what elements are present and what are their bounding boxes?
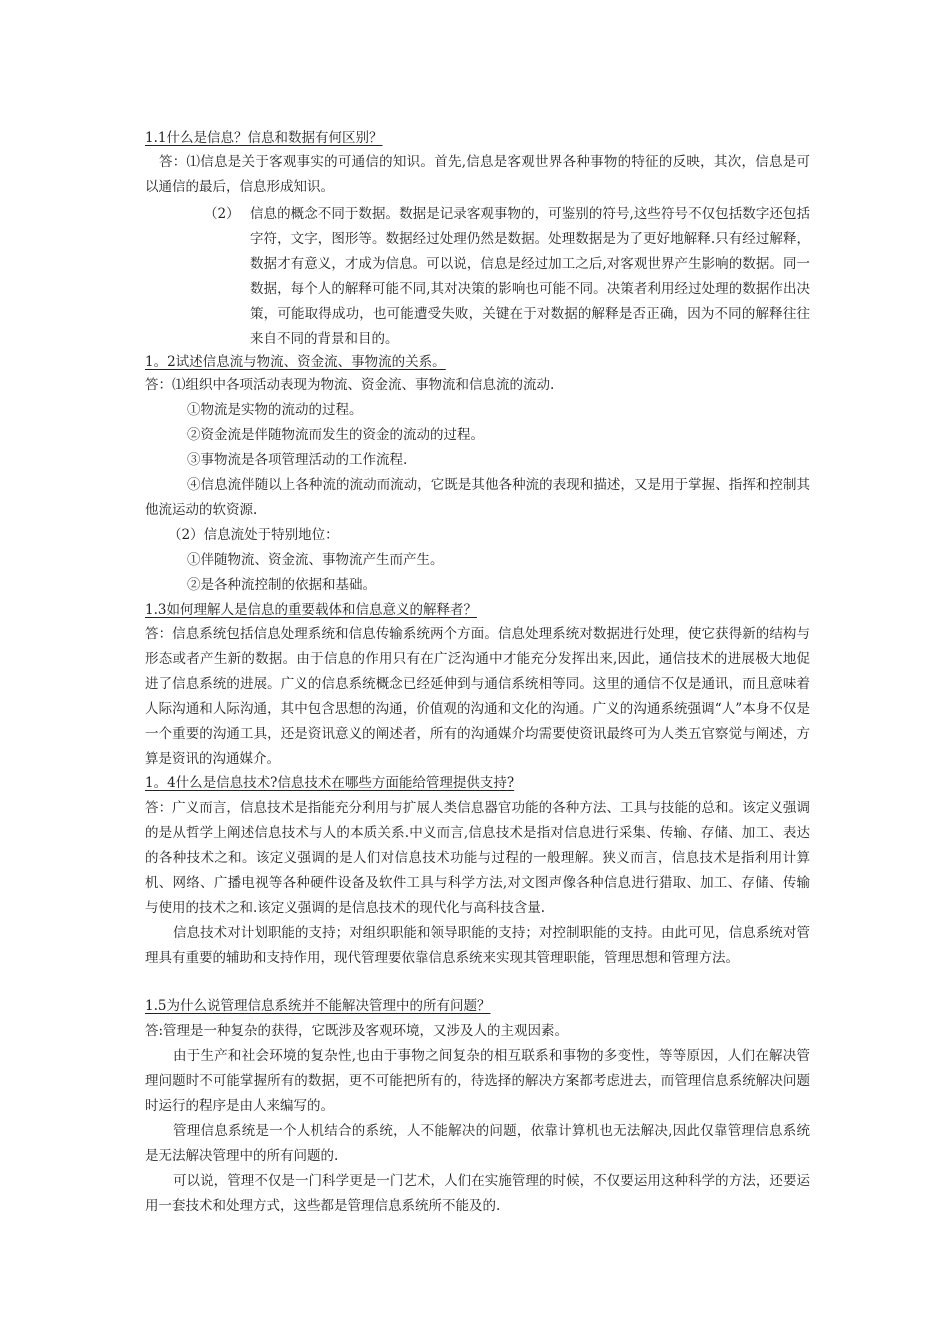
question-1-answer-part2-number: （2）	[204, 206, 240, 222]
question-1-answer-part2: 信息的概念不同于数据。数据是记录客观事物的，可鉴别的符号,这些符号不仅包括数字还包括字符，文字，图形等。数据经过处理仍然是数据。处理数据是为了更好地解释.只有经过解释，数据才有意义，才成为信息。可以说，信息是经过加工之后,对客观世界产生影响的数据。同一数据，每个人的解释可能不同,其对决策的影响也可能不同。决策者利用经过处理的数据作出决策，可能取得成功，也可能遭受失败，关键在于对数据的解释是否正确，因为不同的解释往往来自不同的背景和目的。	[250, 206, 810, 347]
question-2-subitem-2: ②是各种流控制的依据和基础。	[187, 577, 376, 593]
question-1-answer-part1: 答：⑴信息是关于客观事实的可通信的知识。首先,信息是客观世界各种事物的特征的反映，其次，信息是可以通信的最后，信息形成知识。	[145, 154, 810, 195]
question-1-title: 1.1什么是信息？信息和数据有何区别？	[145, 130, 383, 146]
question-3-answer: 答：信息系统包括信息处理系统和信息传输系统两个方面。信息处理系统对数据进行处理，使它获得新的结构与形态或者产生新的数据。由于信息的作用只有在广泛沟通中才能充分发挥出来,因此，通信技术的进展极大地促进了信息系统的进展。广义的信息系统概念已经延伸到与通信系统相等同。这里的通信不仅是通讯，而且意味着人际沟通和人际沟通，其中包含思想的沟通，价值观的沟通和文化的沟通。广义的沟通系统强调“人”本身不仅是一个重要的沟通工具，还是资讯意义的阐述者，所有的沟通媒介均需要使资讯最终可为人类五官察觉与阐述，方算是资讯的沟通媒介。	[145, 626, 810, 767]
question-5-answer-para3: 可以说，管理不仅是一门科学更是一门艺术，人们在实施管理的时候，不仅要运用这种科学的方法，还要运用一套技术和处理方式，这些都是管理信息系统所不能及的.	[145, 1173, 810, 1214]
question-5-title: 1.5为什么说管理信息系统并不能解决管理中的所有问题？	[145, 998, 491, 1014]
question-2-answer-part2: （2）信息流处于特别地位：	[168, 527, 339, 543]
question-5-answer-para1: 由于生产和社会环境的复杂性,也由于事物之间复杂的相互联系和事物的多变性，等等原因，人们在解决管理问题时不可能掌握所有的数据，更不可能把所有的，待选择的解决方案都考虑进去，而管理信息系统解决问题时运行的程序是由人来编写的。	[145, 1048, 810, 1114]
question-2-item-2: ②资金流是伴随物流而发生的资金的流动的过程。	[187, 427, 484, 443]
question-3-title: 1.3如何理解人是信息的重要载体和信息意义的解释者？	[145, 602, 477, 618]
question-2-item-3: ③事物流是各项管理活动的工作流程.	[187, 452, 408, 468]
question-2-subitem-1: ①伴随物流、资金流、事物流产生而产生。	[187, 552, 444, 568]
question-4-title: 1。4什么是信息技术?信息技术在哪些方面能给管理提供支持?	[145, 775, 515, 791]
question-4-answer-support: 信息技术对计划职能的支持；对组织职能和领导职能的支持；对控制职能的支持。由此可见，信息系统对管理具有重要的辅助和支持作用，现代管理要依靠信息系统来实现其管理职能，管理思想和管理方法。	[145, 925, 810, 966]
question-2-title: 1。2试述信息流与物流、资金流、事物流的关系。	[145, 354, 446, 370]
question-5-answer-para2: 管理信息系统是一个人机结合的系统，人不能解决的问题，依靠计算机也无法解决,因此仅靠管理信息系统是无法解决管理中的所有问题的.	[145, 1123, 810, 1164]
question-4-answer: 答：广义而言，信息技术是指能充分利用与扩展人类信息器官功能的各种方法、工具与技能的总和。该定义强调的是从哲学上阐述信息技术与人的本质关系.中义而言,信息技术是指对信息进行采集、传输、存储、加工、表达的各种技术之和。该定义强调的是人们对信息技术功能与过程的一般理解。狭义而言，信息技术是指利用计算机、网络、广播电视等各种硬件设备及软件工具与科学方法,对文图声像各种信息进行猎取、加工、存储、传输与使用的技术之和.该定义强调的是信息技术的现代化与高科技含量.	[145, 800, 810, 916]
question-2-item-1: ①物流是实物的流动的过程。	[187, 402, 363, 418]
question-5-answer-intro: 答:管理是一种复杂的获得，它既涉及客观环境，又涉及人的主观因素。	[145, 1023, 569, 1039]
question-2-item-4: ④信息流伴随以上各种流的流动而流动，它既是其他各种流的表现和描述，又是用于掌握、指挥和控制其他流运动的软资源.	[145, 477, 810, 518]
question-2-answer-part1: 答：⑴组织中各项活动表现为物流、资金流、事物流和信息流的流动.	[145, 377, 555, 393]
